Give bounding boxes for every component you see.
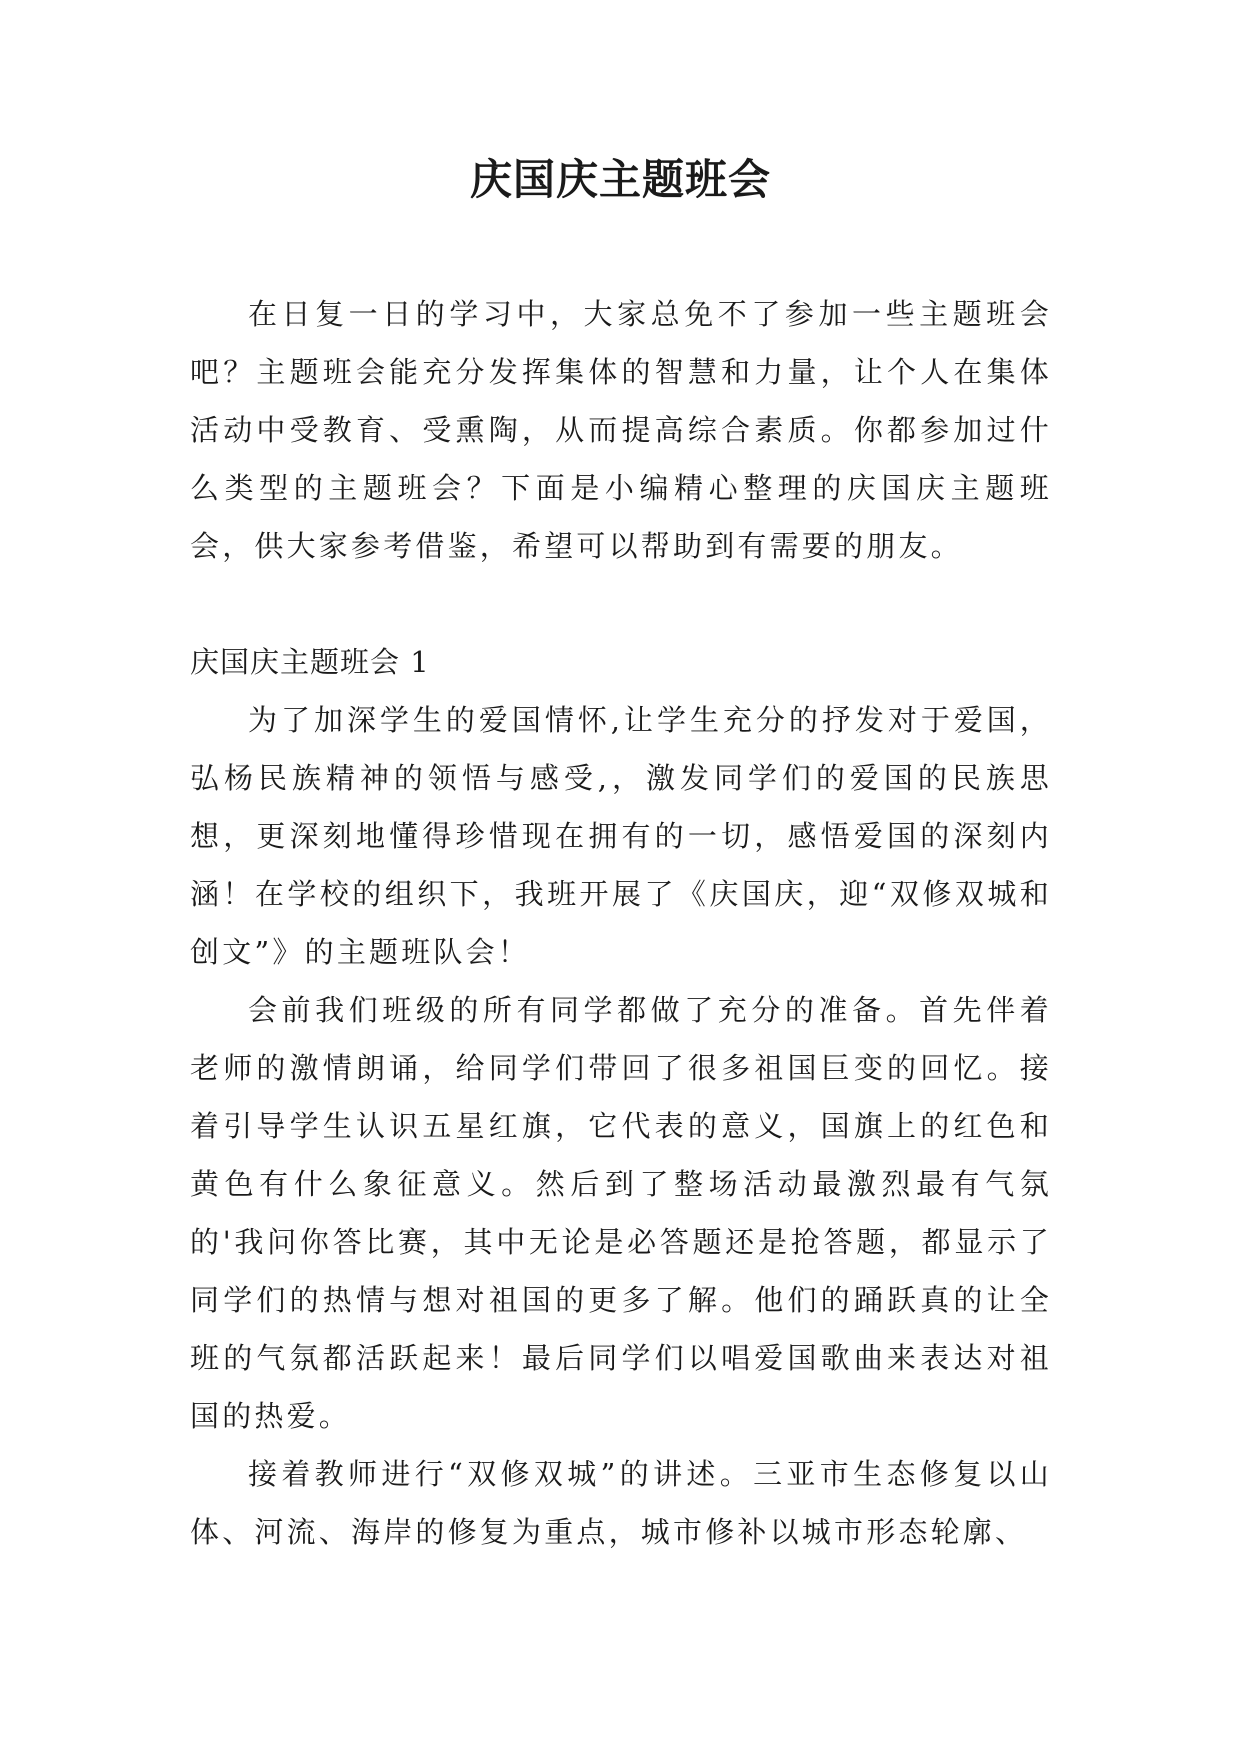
section-heading: 庆国庆主题班会 1 bbox=[190, 645, 430, 679]
body-paragraph: 接着教师进行“双修双城”的讲述。三亚市生态修复以山体、河流、海岸的修复为重点，城市修补以城市形态轮廓、 bbox=[190, 1457, 1052, 1549]
intro-paragraph: 在日复一日的学习中，大家总免不了参加一些主题班会吧？主题班会能充分发挥集体的智慧和力量，让个人在集体活动中受教育、受熏陶，从而提高综合素质。你都参加过什么类型的主题班会？下面是小编精心整理的庆国庆主题班会，供大家参考借鉴，希望可以帮助到有需要的朋友。 bbox=[190, 297, 1052, 563]
body-paragraph: 为了加深学生的爱国情怀,让学生充分的抒发对于爱国，弘杨民族精神的领悟与感受,，激发同学们的爱国的民族思想，更深刻地懂得珍惜现在拥有的一切，感悟爱国的深刻内涵！在学校的组织下，我班开展了《庆国庆，迎“双修双城和创文”》的主题班队会！ bbox=[190, 703, 1052, 969]
document-title: 庆国庆主题班会 bbox=[469, 155, 771, 204]
body-paragraph: 会前我们班级的所有同学都做了充分的准备。首先伴着老师的激情朗诵，给同学们带回了很多祖国巨变的回忆。接着引导学生认识五星红旗，它代表的意义，国旗上的红色和黄色有什么象征意义。然后到了整场活动最激烈最有气氛的'我问你答比赛，其中无论是必答题还是抢答题，都显示了同学们的热情与想对祖国的更多了解。他们的踊跃真的让全班的气氛都活跃起来！最后同学们以唱爱国歌曲来表达对祖国的热爱。 bbox=[190, 993, 1052, 1433]
document-body bbox=[190, 285, 1052, 1561]
